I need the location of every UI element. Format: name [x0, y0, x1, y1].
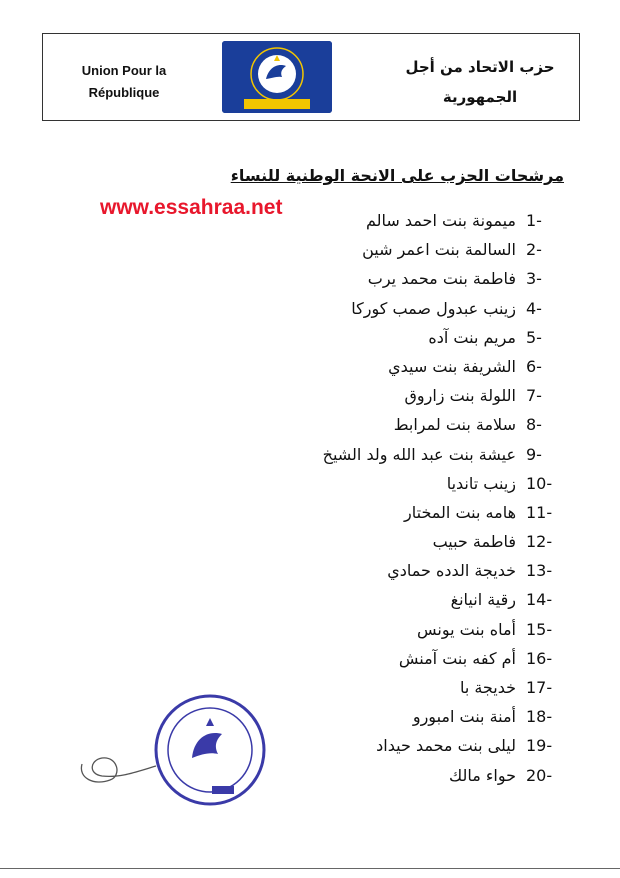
website-watermark: www.essahraa.net: [100, 196, 283, 219]
candidate-name: أم كفه بنت آمنش: [398, 648, 516, 668]
candidate-item: [323, 206, 556, 235]
party-logo: [222, 41, 332, 113]
candidate-number: 11-: [526, 502, 553, 522]
candidate-number: 2-: [526, 240, 542, 260]
candidate-item: [323, 323, 556, 352]
candidate-number: 14-: [526, 590, 553, 610]
candidate-name: خديجة با: [459, 678, 516, 697]
party-name-arabic-line2: الجمهورية: [442, 88, 518, 106]
candidate-name: هامه بنت المختار: [404, 502, 516, 522]
candidate-item: [323, 440, 556, 469]
candidate-name: اللولة بنت زاروق: [404, 386, 516, 406]
candidate-item: [323, 381, 556, 410]
candidate-item: [323, 644, 556, 673]
candidate-name: السالمة بنت اعمر شين: [362, 240, 516, 260]
candidate-number: 1-: [526, 211, 542, 230]
candidate-number: 12-: [526, 532, 553, 552]
candidate-item: [323, 352, 556, 381]
candidate-number: 18-: [526, 707, 553, 727]
party-name-french: [58, 60, 190, 104]
candidate-number: 17-: [526, 678, 553, 697]
candidate-name: عيشة بنت عبد الله ولد الشيخ: [322, 444, 516, 464]
candidate-name: الشريفة بنت سيدي: [388, 356, 516, 376]
candidate-number: 3-: [526, 269, 542, 289]
candidate-item: [323, 410, 556, 439]
candidate-item: [323, 702, 556, 731]
candidate-number: 6-: [526, 356, 542, 376]
party-name-french-line1: Union Pour la: [81, 63, 167, 78]
candidate-name: رقية انيانغ: [450, 590, 516, 610]
document-title: مرشحات الحزب على الانحة الوطنية للنساء: [230, 166, 564, 185]
party-name-arabic: [390, 52, 570, 112]
candidate-name: زينب عبدول صمب كوركا: [351, 298, 516, 318]
party-name-french-line2: République: [88, 85, 160, 100]
candidate-item: [323, 235, 556, 264]
candidate-name: سلامة بنت لمرابط: [393, 415, 516, 435]
candidate-item: [323, 264, 556, 293]
candidate-item: [323, 731, 556, 760]
candidate-name: أماه بنت يونس: [416, 619, 516, 639]
party-logo-graphic: [222, 41, 332, 113]
candidate-name: ميمونة بنت احمد سالم: [366, 211, 516, 230]
candidate-number: 15-: [526, 619, 553, 639]
candidate-number: 7-: [526, 386, 542, 406]
candidate-name: أمنة بنت امبورو: [412, 707, 516, 727]
candidate-number: 10-: [526, 473, 553, 493]
party-name-arabic-line1: حزب الاتحاد من أجل: [405, 58, 555, 76]
candidate-name: ليلى بنت محمد حيداد: [376, 736, 516, 756]
candidate-item: [323, 498, 556, 527]
candidate-number: 13-: [526, 561, 553, 581]
candidate-item: [323, 556, 556, 585]
candidate-name: زينب تانديا: [446, 473, 516, 493]
candidate-number: 9-: [526, 444, 542, 464]
candidate-number: 8-: [526, 415, 542, 435]
candidate-number: 19-: [526, 736, 553, 756]
candidate-number: 4-: [526, 298, 542, 318]
candidate-item: [323, 469, 556, 498]
page-bottom-edge: [0, 868, 620, 869]
candidate-name: فاطمة حبيب: [432, 532, 516, 552]
candidate-name: حواء مالك: [448, 765, 516, 785]
candidate-name: خديجة الدده حمادي: [387, 561, 516, 581]
candidate-number: 16-: [526, 648, 553, 668]
candidate-item: [323, 673, 556, 702]
candidate-list: [323, 206, 556, 790]
official-stamp: [150, 690, 270, 810]
signature-mark: [72, 742, 162, 790]
candidate-item: [323, 761, 556, 790]
candidate-number: 5-: [526, 327, 542, 347]
candidate-name: مريم بنت آده: [428, 327, 516, 347]
candidate-name: فاطمة بنت محمد يرب: [367, 269, 516, 289]
candidate-item: [323, 585, 556, 614]
candidate-item: [323, 294, 556, 323]
candidate-number: 20-: [526, 765, 553, 785]
candidate-item: [323, 615, 556, 644]
candidate-item: [323, 527, 556, 556]
